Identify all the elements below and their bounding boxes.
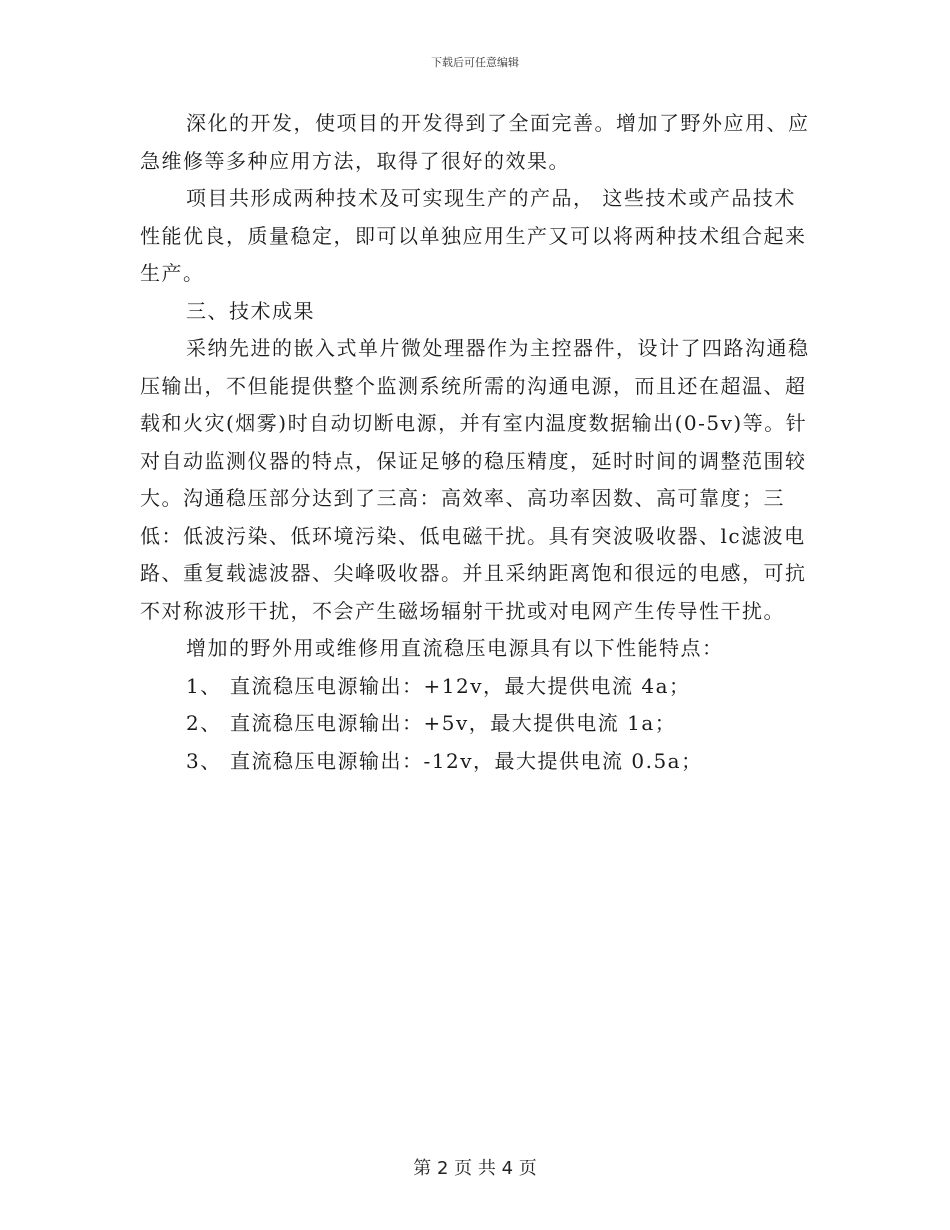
paragraph-technical-results: 采纳先进的嵌入式单片微处理器作为主控器件，设计了四路沟通稳压输出，不但能提供整个监测系统所需的沟通电源，而且还在超温、超载和火灾(烟雾)时自动切断电源，并有室内温度数据输出(0-5v)等。针对自动监测仪器的特点，保证足够的稳压精度，延时时间的调整范围较大。沟通稳压部分达到了三高：高效率、高功率因数、高可靠度；三低：低波污染、低环境污染、低电磁干扰。具有突波吸收器、lc滤波电路、重复载滤波器、尖峰吸收器。并且采纳距离饱和很远的电感，可抗不对称波形干扰，不会产生磁场辐射干扰或对电网产生传导性干扰。 — [140, 336, 810, 623]
document-body — [140, 105, 810, 780]
list-item — [140, 743, 810, 781]
list-item-number: 2、 — [186, 711, 222, 735]
list-item-number: 1、 — [186, 673, 222, 698]
list-item — [140, 668, 810, 706]
page-footer: 第 2 页 共 4 页 — [413, 1158, 537, 1179]
paragraph-products: 项目共形成两种技术及可实现生产的产品， 这些技术或产品技术性能优良，质量稳定，即可以单独应用生产又可以将两种技术组合起来生产。 — [140, 186, 807, 285]
page-header: 下载后可任意编辑 — [431, 56, 519, 69]
list-item-number: 3、 — [186, 748, 222, 773]
list-item — [140, 705, 810, 743]
paragraph-dc-supply-intro: 增加的野外用或维修用直流稳压电源具有以下性能特点： — [186, 636, 724, 660]
list-item-text: 直流稳压电源输出：+5v，最大提供电流 1a； — [230, 711, 677, 735]
list-item-text: 直流稳压电源输出：+12v，最大提供电流 4a； — [230, 673, 691, 698]
section-heading-technical-results: 三、技术成果 — [186, 298, 315, 323]
list-item-text: 直流稳压电源输出：-12v，最大提供电流 0.5a； — [230, 748, 703, 773]
paragraph-development: 深化的开发，使项目的开发得到了全面完善。增加了野外应用、应急维修等多种应用方法，取得了很好的效果。 — [140, 111, 810, 173]
